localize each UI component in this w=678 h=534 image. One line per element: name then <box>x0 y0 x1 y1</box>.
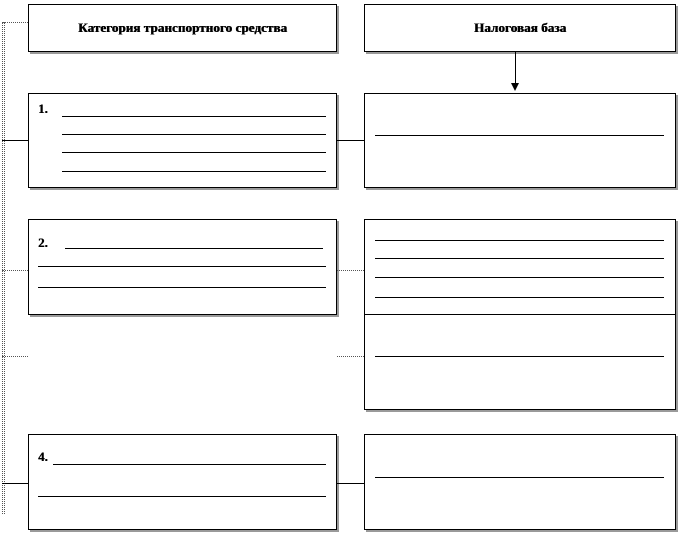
connector-row4-left <box>2 483 28 484</box>
arrow-down-icon <box>511 83 519 91</box>
left-dotted-connector <box>2 22 3 514</box>
category-box-4 <box>28 434 337 530</box>
left-dotted-connector-2 <box>4 22 5 514</box>
category-box-1 <box>28 93 337 188</box>
blank-line <box>62 171 326 172</box>
connector-row3-left <box>2 356 28 357</box>
blank-line <box>375 277 664 278</box>
blank-line <box>375 135 664 136</box>
header-category-box <box>28 4 337 52</box>
header-category-title: Категория транспортного средства <box>78 20 287 35</box>
blank-line <box>375 297 664 298</box>
connector-row1-left <box>2 140 28 141</box>
connector-row2-left <box>2 270 28 271</box>
blank-line <box>375 258 664 259</box>
connector-to-header-left <box>2 22 28 23</box>
blank-line <box>375 240 664 241</box>
connector-row2-middle <box>337 270 364 271</box>
blank-line <box>375 477 664 478</box>
header-tax-base-title: Налоговая база <box>473 20 567 35</box>
tax-base-box-4 <box>364 434 676 530</box>
category-number-2: 2. <box>38 235 48 250</box>
blank-line <box>38 287 326 288</box>
connector-row4-middle <box>337 483 364 484</box>
blank-line <box>62 134 326 135</box>
blank-line <box>53 464 326 465</box>
category-number-1: 1. <box>38 101 48 116</box>
blank-line <box>65 248 323 249</box>
tax-base-box-2 <box>364 219 676 410</box>
blank-line <box>375 356 664 357</box>
blank-line <box>62 152 326 153</box>
blank-line <box>62 116 326 117</box>
blank-line <box>38 496 326 497</box>
blank-line <box>38 266 326 267</box>
category-box-2 <box>28 219 337 315</box>
connector-row3-middle <box>337 356 364 357</box>
box-divider <box>365 314 675 315</box>
header-tax-base-box <box>364 4 676 52</box>
connector-row1-middle <box>337 140 364 141</box>
arrow-shaft <box>515 52 516 84</box>
category-number-4: 4. <box>38 449 48 464</box>
tax-base-box-1 <box>364 93 676 188</box>
